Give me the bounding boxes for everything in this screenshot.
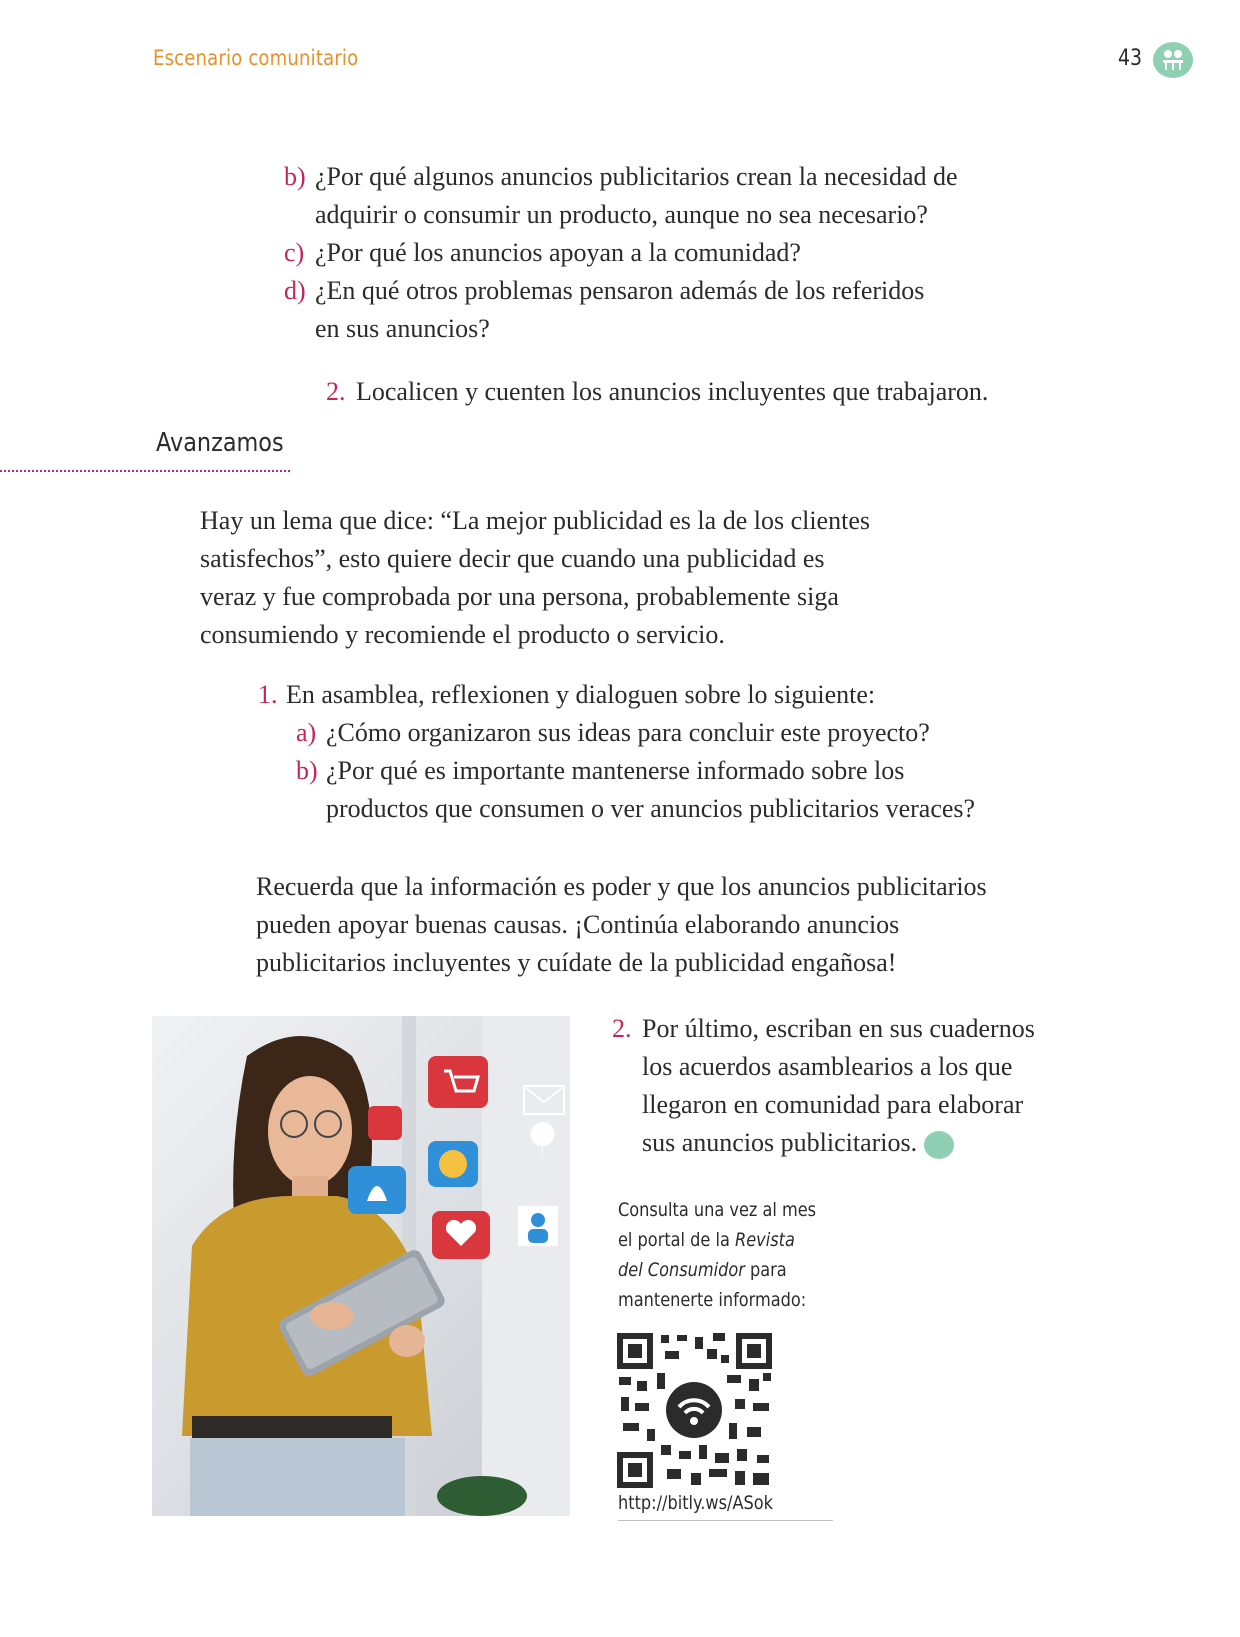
step-2-line4 — [642, 1124, 954, 1162]
question-d-line1: ¿En qué otros problemas pensaron además de los referidos — [315, 276, 925, 305]
note-line-1: Consulta una vez al mes — [618, 1199, 817, 1221]
question-marker: b) — [296, 756, 318, 785]
question-c-line1: ¿Por qué los anuncios apoyan a la comunidad? — [315, 238, 801, 267]
step-marker: 2. — [612, 1014, 632, 1043]
magazine-title-part1: Revista — [735, 1229, 795, 1251]
portal-link[interactable]: http://bitly.ws/ASok — [618, 1492, 774, 1514]
consumer-magazine-note — [618, 1195, 816, 1315]
question-marker: b) — [284, 162, 306, 191]
reminder-line-1: Recuerda que la información es poder y que los anuncios publicitarios — [256, 872, 987, 901]
note-line-4: mantenerte informado: — [618, 1289, 807, 1311]
note-line-3 — [618, 1255, 816, 1285]
step-2-line2: los acuerdos asamblearios a los que — [642, 1052, 1013, 1081]
qr-code[interactable] — [617, 1333, 772, 1488]
woman-with-tablet-photo — [152, 1016, 570, 1516]
section-title: Escenario comunitario — [153, 46, 359, 70]
page-number: 43 — [1118, 46, 1143, 71]
step-2-top-text: Localicen y cuenten los anuncios incluyentes que trabajaron. — [356, 377, 989, 406]
community-icon — [924, 1131, 954, 1159]
step-1-a-line1: ¿Cómo organizaron sus ideas para concluir este proyecto? — [326, 718, 930, 747]
intro-line-3: veraz y fue comprobada por una persona, probablemente siga — [200, 582, 839, 611]
step-2-line1: Por último, escriban en sus cuadernos — [642, 1014, 1035, 1043]
intro-line-1: Hay un lema que dice: “La mejor publicidad es la de los clientes — [200, 506, 870, 535]
note-line-3-text: para — [744, 1259, 787, 1281]
step-1-b-line2: productos que consumen o ver anuncios publicitarios veraces? — [326, 794, 976, 823]
question-b-line1: ¿Por qué algunos anuncios publicitarios crean la necesidad de — [315, 162, 958, 191]
step-1-b-line1: ¿Por qué es importante mantenerse informado sobre los — [326, 756, 905, 785]
reminder-line-2: pueden apoyar buenas causas. ¡Continúa elaborando anuncios — [256, 910, 900, 939]
question-marker: d) — [284, 276, 306, 305]
heading-divider — [0, 470, 290, 472]
section-heading: Avanzamos — [156, 428, 284, 458]
step-1-text: En asamblea, reflexionen y dialoguen sobre lo siguiente: — [286, 680, 876, 709]
step-marker: 1. — [258, 680, 278, 709]
question-marker: a) — [296, 718, 317, 747]
question-d-line2: en sus anuncios? — [315, 314, 490, 343]
note-line-2-text: el portal de la — [618, 1229, 736, 1251]
reminder-line-3: publicitarios incluyentes y cuídate de la publicidad engañosa! — [256, 948, 897, 977]
intro-line-4: consumiendo y recomiende el producto o servicio. — [200, 620, 725, 649]
intro-line-2: satisfechos”, esto quiere decir que cuando una publicidad es — [200, 544, 825, 573]
magazine-title-part2: del Consumidor — [618, 1259, 745, 1281]
question-marker: c) — [284, 238, 305, 267]
note-line-2 — [618, 1225, 816, 1255]
step-2-line3: llegaron en comunidad para elaborar — [642, 1090, 1024, 1119]
question-b — [284, 158, 306, 196]
link-underline — [618, 1520, 833, 1521]
step-marker: 2. — [326, 377, 346, 406]
question-b-line2: adquirir o consumir un producto, aunque no sea necesario? — [315, 200, 928, 229]
step-2-line4-text: sus anuncios publicitarios. — [642, 1128, 918, 1157]
community-icon — [1153, 42, 1193, 78]
